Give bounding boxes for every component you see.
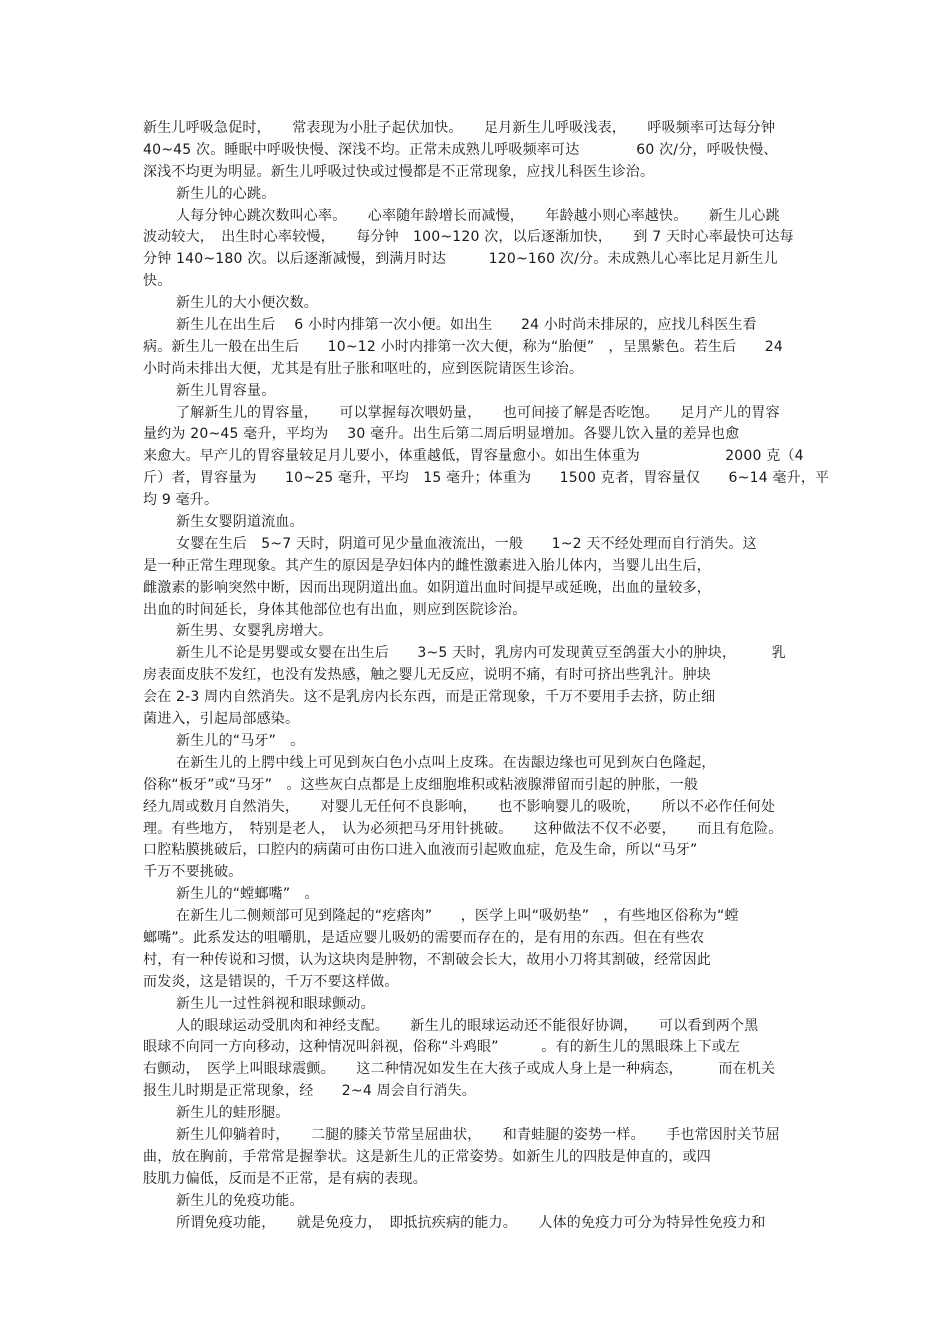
text-line: 新生儿的蛙形腿。 bbox=[176, 1105, 290, 1122]
text-line: 快。 bbox=[143, 273, 172, 290]
text-line: 在新生儿二侧颊部可见到隆起的“疙瘩肉” ，医学上叫“吸奶垫” ，有些地区俗称为“螳 bbox=[176, 908, 739, 925]
text-line: 人每分钟心跳次数叫心率。 心率随年龄增长而减慢， 年龄越小则心率越快。 新生儿心跳 bbox=[176, 207, 780, 224]
text-line: 出血的时间延长，身体其他部位也有出血，则应到医院诊治。 bbox=[143, 601, 527, 618]
text-line: 新生儿呼吸急促时， 常表现为小肚子起伏加快。 足月新生儿呼吸浅表， 呼吸频率可达每分钟 bbox=[143, 120, 776, 136]
text-line: 菌进入，引起局部感染。 bbox=[143, 711, 300, 728]
text-line: 波动较大， 出生时心率较慢， 每分钟 100~120 次，以后逐渐加快， 到 7 天时心率最快可达每 bbox=[143, 229, 794, 246]
text-line: 新生儿的“马牙” 。 bbox=[176, 732, 305, 749]
text-line: 量约为 20~45 毫升，平均为 30 毫升。出生后第二周后明显增加。各婴儿饮入量的差异也愈 bbox=[143, 426, 740, 443]
text-line: 40~45 次。睡眠中呼吸快慢、深浅不均。正常未成熟儿呼吸频率可达 60 次/分，呼吸快慢、 bbox=[143, 141, 778, 158]
document-body bbox=[143, 118, 830, 1234]
text-line: 来愈大。早产儿的胃容量较足月儿要小，体重越低，胃容量愈小。如出生体重为 2000 克（4 bbox=[143, 448, 804, 465]
text-line: 房表面皮肤不发红，也没有发热感，触之婴儿无反应，说明不痛，有时可挤出些乳汁。肿块 bbox=[143, 667, 711, 684]
text-line: 人的眼球运动受肌肉和神经支配。 新生儿的眼球运动还不能很好协调， 可以看到两个黑 bbox=[176, 1017, 759, 1034]
text-line: 新生儿的免疫功能。 bbox=[176, 1192, 304, 1209]
text-line: 经九周或数月自然消失， 对婴儿无任何不良影响， 也不影响婴儿的吸吮， 所以不必作任何处 bbox=[143, 798, 776, 815]
text-line: 理。有些地方， 特别是老人， 认为必须把马牙用针挑破。 这种做法不仅不必要， 而且有危险。 bbox=[143, 820, 783, 837]
text-line: 螂嘴”。此系发达的咀嚼肌，是适应婴儿吸奶的需要而存在的，是有用的东西。但在有些农 bbox=[143, 929, 705, 946]
text-line: 俗称“板牙”或“马牙” 。这些灰白点都是上皮细胞堆积或粘液腺滞留而引起的肿胀，一般 bbox=[143, 776, 699, 793]
text-line: 了解新生儿的胃容量， 可以掌握每次喂奶量， 也可间接了解是否吃饱。 足月产儿的胃容 bbox=[176, 404, 780, 421]
text-line: 新生男、女婴乳房增大。 bbox=[176, 623, 333, 640]
text-line: 右颤动， 医学上叫眼球震颤。 这二种情况如发生在大孩子或成人身上是一种病态， 而在机关 bbox=[143, 1061, 776, 1078]
text-line: 而发炎，这是错误的，千万不要这样做。 bbox=[143, 973, 399, 990]
text-line: 新生儿不论是男婴或女婴在出生后 3~5 天时，乳房内可发现黄豆至鸽蛋大小的肿块， 乳 bbox=[176, 645, 786, 662]
text-line: 是一种正常生理现象。其产生的原因是孕妇体内的雌性激素进入胎儿体内，当婴儿出生后， bbox=[143, 557, 711, 574]
text-line: 均 9 毫升。 bbox=[143, 492, 219, 509]
text-line: 深浅不均更为明显。新生儿呼吸过快或过慢都是不正常现象，应找儿科医生诊治。 bbox=[143, 163, 655, 180]
text-line: 肢肌力偏低，反而是不正常，是有病的表现。 bbox=[143, 1170, 427, 1187]
text-line: 斤）者，胃容量为 10~25 毫升，平均 15 毫升；体重为 1500 克者，胃容量仅 6~14 毫升，平 bbox=[143, 470, 830, 487]
text-line: 新生儿胃容量。 bbox=[176, 382, 276, 399]
text-line: 小时尚未排出大便，尤其是有肚子胀和呕吐的，应到医院请医生诊治。 bbox=[143, 360, 584, 377]
text-line: 新生女婴阴道流血。 bbox=[176, 514, 304, 531]
text-line: 新生儿的“螳螂嘴” 。 bbox=[176, 886, 319, 903]
text-line: 曲，放在胸前，手常常是握拳状。这是新生儿的正常姿势。如新生儿的四肢是伸直的，或四 bbox=[143, 1148, 711, 1165]
text-line: 病。新生儿一般在出生后 10~12 小时内排第一次大便，称为“胎便” ，呈黑紫色。若生后 24 bbox=[143, 338, 783, 355]
text-line: 新生儿一过性斜视和眼球颤动。 bbox=[176, 995, 375, 1012]
text-line: 新生儿的心跳。 bbox=[176, 185, 276, 202]
text-line: 在新生儿的上腭中线上可见到灰白色小点叫上皮珠。在齿龈边缘也可见到灰白色隆起， bbox=[176, 754, 716, 771]
text-line: 新生儿的大小便次数。 bbox=[176, 295, 318, 312]
text-line: 村，有一种传说和习惯，认为这块肉是肿物，不割破会长大，故用小刀将其割破，经常因此 bbox=[143, 951, 711, 968]
text-line: 分钟 140~180 次。以后逐渐减慢，到满月时达 120~160 次/分。未成熟儿心率比足月新生儿 bbox=[143, 251, 778, 268]
text-line: 雌激素的影响突然中断，因而出现阴道出血。如阴道出血时间提早或延晚，出血的量较多， bbox=[143, 579, 711, 596]
text-line: 新生儿仰躺着时， 二腿的膝关节常呈屈曲状， 和青蛙腿的姿势一样。 手也常因肘关节屈 bbox=[176, 1126, 780, 1143]
text-line: 所谓免疫功能， 就是免疫力， 即抵抗疾病的能力。 人体的免疫力可分为特异性免疫力和 bbox=[176, 1214, 766, 1231]
text-line: 眼球不向同一方向移动，这种情况叫斜视，俗称“斗鸡眼” 。有的新生儿的黑眼珠上下或左 bbox=[143, 1039, 741, 1056]
text-line: 报生儿时期是正常现象，经 2~4 周会自行消失。 bbox=[143, 1083, 476, 1100]
text-line: 新生儿在出生后 6 小时内排第一次小便。如出生 24 小时尚未排尿的，应找儿科医生看 bbox=[176, 317, 757, 334]
text-line: 千万不要挑破。 bbox=[143, 864, 243, 881]
text-line: 会在 2-3 周内自然消失。这不是乳房内长东西，而是正常现象，千万不要用手去挤，防止细 bbox=[143, 689, 716, 706]
text-line: 口腔粘膜挑破后，口腔内的病菌可由伤口进入血液而引起败血症，危及生命，所以“马牙” bbox=[143, 842, 698, 859]
text-line: 女婴在生后 5~7 天时，阴道可见少量血液流出，一般 1~2 天不经处理而自行消失。这 bbox=[176, 535, 757, 552]
